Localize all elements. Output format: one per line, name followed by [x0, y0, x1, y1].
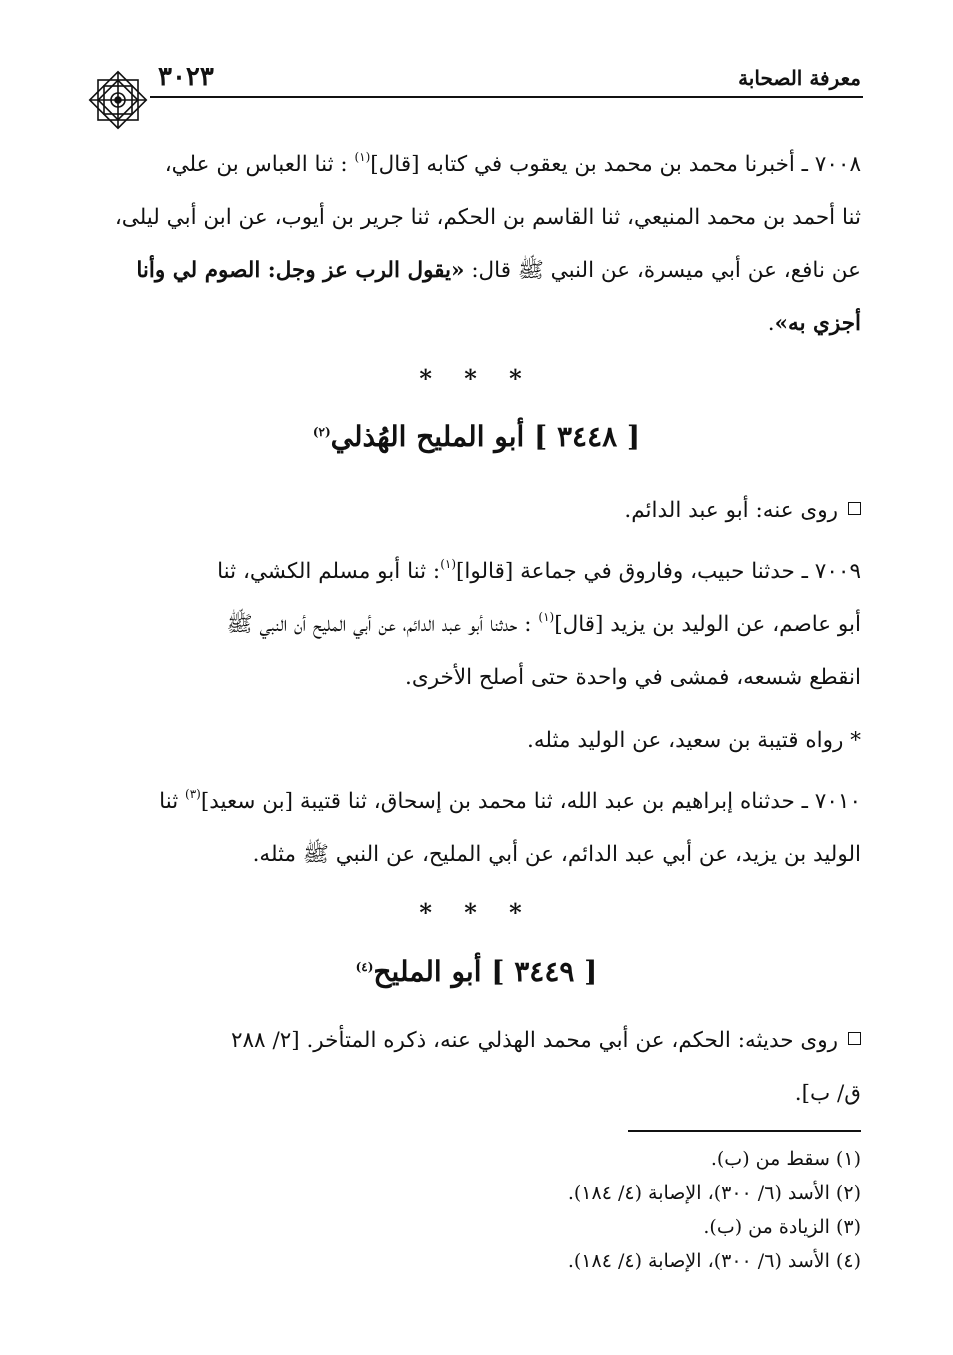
header-rule	[150, 96, 863, 98]
footnote-rule	[628, 1130, 861, 1132]
narrators-3448: روى عنه: أبو عبد الدائم.	[91, 484, 861, 537]
page-number: ٣٠٢٣	[158, 62, 214, 92]
hadith-7009-line3: انقطع شسعه، فمشى في واحدة حتى أصلح الأخرى.	[405, 665, 861, 690]
footnote-2: (٢) الأسد (٦/ ٣٠٠)، الإصابة (٤/ ١٨٤).	[567, 1182, 861, 1204]
hadith-7010-line1: ٧٠١٠ ـ حدثناه إبراهيم بن عبد الله، ثنا محمد بن إسحاق، ثنا قتيبة [بن سعيد]$^{(٣)}$ ثنا	[159, 787, 861, 814]
box-bullet-icon	[848, 1032, 861, 1045]
ornament-star-icon	[84, 66, 152, 134]
section-separator: * * *	[419, 364, 534, 393]
hadith-7009-line1: ٧٠٠٩ ـ حدثنا حبيب، وفاروق في جماعة [قالوا]$^{(١)}$: ثنا أبو مسلم الكشي، ثنا	[217, 557, 861, 584]
hadith-7010	[91, 775, 861, 881]
footnote-ref[interactable]: (١)	[440, 557, 457, 571]
hadith-7009	[91, 545, 861, 704]
section-separator: * * *	[419, 898, 534, 927]
footnotes	[91, 1142, 861, 1278]
hadith-7008-line4: أجزي به».	[767, 311, 861, 336]
footnote-ref[interactable]: (١)	[538, 610, 555, 624]
narrators-3449	[91, 1014, 861, 1120]
footnote-1: (١) سقط من (ب).	[710, 1148, 861, 1170]
footnote-3: (٣) الزيادة من (ب).	[703, 1216, 861, 1238]
box-bullet-icon	[848, 502, 861, 515]
narrators-3449-line1: روى حديثه: الحكم، عن أبي محمد الهذلي عنه، ذكره المتأخر. [٢/ ٢٨٨	[91, 1014, 861, 1067]
running-header-title: معرفة الصحابة	[738, 66, 861, 90]
footnote-ref[interactable]: (٣)	[185, 787, 201, 801]
hadith-7008-line3: عن نافع، عن أبي ميسرة، عن النبي ﷺ قال: «يقول الرب عز وجل: الصوم لي وأنا	[136, 258, 861, 283]
narrators-3449-line2: ق/ ب].	[794, 1081, 861, 1106]
hadith-7008-line2: ثنا أحمد بن محمد المنيعي، ثنا القاسم بن الحكم، ثنا جرير بن أيوب، عن ابن أبي ليلى،	[114, 205, 861, 230]
footnote-ref[interactable]: (٢)	[312, 425, 331, 439]
footnote-ref[interactable]: (٤)	[355, 960, 374, 974]
footnote-4: (٤) الأسد (٦/ ٣٠٠)، الإصابة (٤/ ١٨٤).	[567, 1250, 861, 1272]
section-heading-3448: [ ٣٤٤٨ ] أبو المليح الهُذلي$^{(٢)}$	[312, 420, 641, 453]
hadith-7010-line2: الوليد بن يزيد، عن أبي عبد الدائم، عن أبي المليح، عن النبي ﷺ مثله.	[252, 842, 861, 867]
note-7009: * رواه قتيبة بن سعيد، عن الوليد مثله.	[527, 728, 861, 753]
hadith-7008	[91, 138, 861, 350]
section-heading-3449: [ ٣٤٤٩ ] أبو المليح$^{(٤)}$	[355, 955, 598, 988]
footnote-ref[interactable]: (١)	[354, 150, 371, 164]
hadith-7009-line2: أبو عاصم، عن الوليد بن يزيد [قال]$^{(١)}$ : حدثنا أبو عبد الدائم، عن أبي المليح أن النبي ﷺ	[226, 610, 861, 637]
hadith-7008-line1: ٧٠٠٨ ـ أخبرنا محمد بن محمد بن يعقوب في كتابه [قال]$^{(١)}$ : ثنا العباس بن علي،	[164, 150, 861, 177]
